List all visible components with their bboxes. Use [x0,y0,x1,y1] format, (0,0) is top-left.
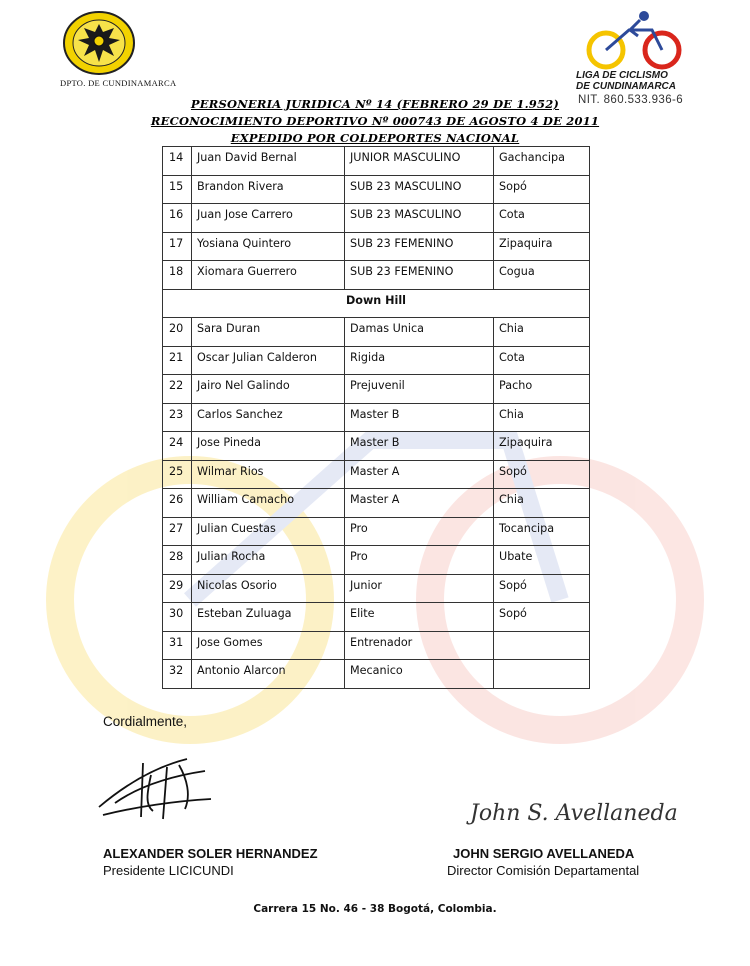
athlete-town: Zipaquira [494,432,590,461]
athlete-name: Jose Pineda [192,432,345,461]
athlete-name: Juan Jose Carrero [192,204,345,233]
signature-soler [95,745,215,825]
footer-address: Carrera 15 No. 46 - 38 Bogotá, Colombia. [253,903,497,915]
liga-ciclismo-logo [574,8,694,70]
header-line-personeria: PERSONERIA JURIDICA Nº 14 (FEBRERO 29 DE 1.952) [190,97,560,111]
liga-name-line2: DE CUNDINAMARCA [576,81,676,92]
athlete-name: Xiomara Guerrero [192,261,345,290]
athlete-name: Julian Cuestas [192,517,345,546]
section-row [163,289,590,318]
athlete-name: Sara Duran [192,318,345,347]
table-body-downhill [163,318,590,689]
table-row [163,432,590,461]
row-number: 28 [163,546,192,575]
athlete-category: Master B [345,432,494,461]
signer2-role: Director Comisión Departamental [447,863,640,878]
signer2-name: JOHN SERGIO AVELLANEDA [453,846,635,861]
liga-name [576,70,676,92]
row-number: 31 [163,631,192,660]
row-number: 18 [163,261,192,290]
athlete-town: Sopó [494,574,590,603]
department-label: DPTO. DE CUNDINAMARCA [60,78,177,88]
athlete-name: Juan David Bernal [192,147,345,176]
athlete-town: Ubate [494,546,590,575]
table-row [163,375,590,404]
row-number: 26 [163,489,192,518]
athlete-category: SUB 23 MASCULINO [345,175,494,204]
athlete-category: Rigida [345,346,494,375]
athlete-town: Sopó [494,175,590,204]
row-number: 27 [163,517,192,546]
athlete-town: Chia [494,489,590,518]
athlete-category: JUNIOR MASCULINO [345,147,494,176]
section-title-downhill: Down Hill [163,289,590,318]
athlete-category: Mecanico [345,660,494,689]
table-row [163,346,590,375]
athlete-category: Pro [345,546,494,575]
table-body-ruta [163,147,590,290]
athlete-town: Cogua [494,261,590,290]
athlete-town: Chia [494,403,590,432]
table-row [163,261,590,290]
row-number: 17 [163,232,192,261]
cundinamarca-seal-logo [62,10,136,76]
row-number: 20 [163,318,192,347]
row-number: 30 [163,603,192,632]
table-row [163,546,590,575]
athlete-name: Jairo Nel Galindo [192,375,345,404]
row-number: 21 [163,346,192,375]
athlete-town: Zipaquira [494,232,590,261]
athlete-name: Jose Gomes [192,631,345,660]
athlete-name: Antonio Alarcon [192,660,345,689]
athlete-town: Tocancipa [494,517,590,546]
athlete-name: Julian Rocha [192,546,345,575]
athlete-category: SUB 23 MASCULINO [345,204,494,233]
row-number: 22 [163,375,192,404]
athlete-name: William Camacho [192,489,345,518]
row-number: 23 [163,403,192,432]
athlete-town: Sopó [494,460,590,489]
athlete-town: Cota [494,204,590,233]
athlete-town: Gachancipa [494,147,590,176]
header-line-expedido: EXPEDIDO POR COLDEPORTES NACIONAL [230,131,520,145]
liga-name-line1: LIGA DE CICLISMO [576,70,668,81]
athlete-category: Junior [345,574,494,603]
header-line-reconocimiento: RECONOCIMIENTO DEPORTIVO Nº 000743 DE AGOSTO 4 DE 2011 [150,114,600,128]
athlete-category: Master A [345,489,494,518]
athlete-category: Damas Unica [345,318,494,347]
athlete-name: Esteban Zuluaga [192,603,345,632]
table-row [163,631,590,660]
athlete-town [494,631,590,660]
row-number: 14 [163,147,192,176]
athlete-town: Cota [494,346,590,375]
athlete-category: SUB 23 FEMENINO [345,261,494,290]
athlete-category: Pro [345,517,494,546]
athlete-name: Carlos Sanchez [192,403,345,432]
athlete-name: Oscar Julian Calderon [192,346,345,375]
row-number: 29 [163,574,192,603]
row-number: 32 [163,660,192,689]
table-row [163,403,590,432]
table-row [163,232,590,261]
athlete-town: Sopó [494,603,590,632]
table-row [163,660,590,689]
table-row [163,489,590,518]
table-row [163,147,590,176]
signer1-role: Presidente LICICUNDI [103,863,234,878]
table-row [163,318,590,347]
participants-table [162,146,590,689]
athlete-town: Chia [494,318,590,347]
row-number: 15 [163,175,192,204]
table-row [163,603,590,632]
athlete-category: SUB 23 FEMENINO [345,232,494,261]
table-row [163,460,590,489]
signature-avellaneda [468,790,678,830]
athlete-town: Pacho [494,375,590,404]
table-row [163,517,590,546]
table-row [163,175,590,204]
row-number: 25 [163,460,192,489]
athlete-category: Master A [345,460,494,489]
row-number: 16 [163,204,192,233]
athlete-category: Entrenador [345,631,494,660]
athlete-name: Wilmar Rios [192,460,345,489]
row-number: 24 [163,432,192,461]
liga-nit: NIT. 860.533.936-6 [578,94,684,106]
athlete-name: Yosiana Quintero [192,232,345,261]
athlete-category: Elite [345,603,494,632]
table-row [163,574,590,603]
signer1-name: ALEXANDER SOLER HERNANDEZ [103,846,318,861]
athlete-category: Master B [345,403,494,432]
closing-text: Cordialmente, [103,714,188,729]
table-row [163,204,590,233]
signature-avellaneda-text: John S. Avellaneda [470,801,678,826]
athlete-category: Prejuvenil [345,375,494,404]
athlete-town [494,660,590,689]
athlete-name: Brandon Rivera [192,175,345,204]
athlete-name: Nicolas Osorio [192,574,345,603]
